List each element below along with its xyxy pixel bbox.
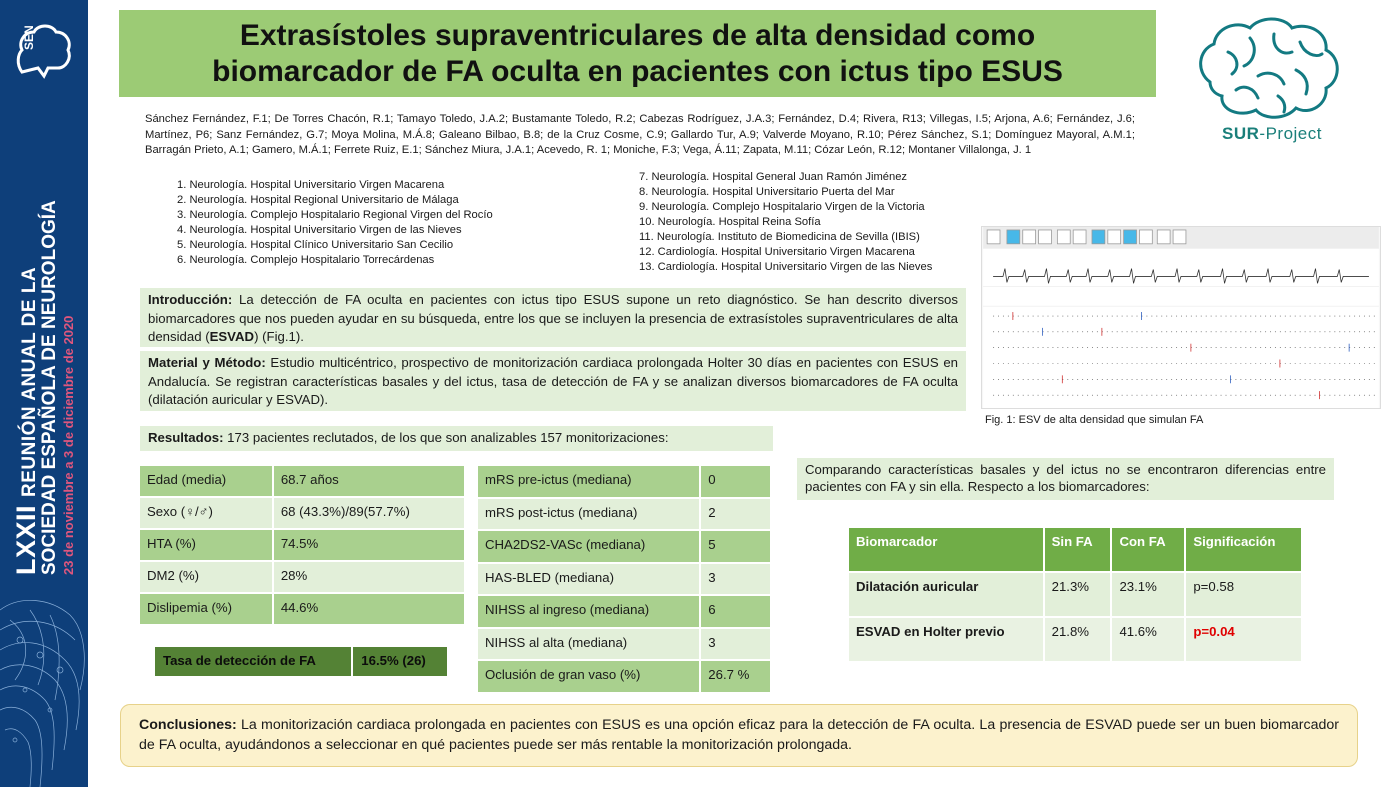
- affiliation-item: 6. Neurología. Complejo Hospitalario Torrecárdenas: [177, 254, 435, 266]
- table-row: NIHSS al alta (mediana) 3: [477, 628, 771, 661]
- affiliation-item: 11. Neurología. Instituto de Biomedicina de Sevilla (IBIS): [639, 231, 920, 243]
- affiliation-item: 2. Neurología. Hospital Regional Universitario de Málaga: [177, 194, 459, 206]
- affiliation-item: 4. Neurología. Hospital Universitario Virgen de las Nieves: [177, 224, 462, 236]
- brain-artwork: [0, 590, 88, 787]
- table-row: Sexo (♀/♂) 68 (43.3%)/89(57.7%): [139, 497, 465, 529]
- stroke-table: [476, 464, 772, 694]
- detection-rate-label: Tasa de detección de FA: [154, 646, 352, 677]
- affiliation-item: 9. Neurología. Complejo Hospitalario Virgen de la Victoria: [639, 201, 925, 213]
- intro-highlight: ESVAD: [209, 329, 255, 344]
- table-row: Dilatación auricular 21.3% 23.1% p=0.58: [848, 572, 1302, 617]
- sidebar: [0, 0, 88, 787]
- affiliation-item: 12. Cardiología. Hospital Universitario Virgen Macarena: [639, 246, 915, 258]
- title-line2: biomarcador de FA oculta en pacientes con ictus tipo ESUS: [212, 54, 1063, 88]
- sen-logo-text: SEN: [22, 25, 36, 50]
- table-row: Dislipemia (%) 44.6%: [139, 593, 465, 625]
- congress-dates: 23 de noviembre a 3 de diciembre de 2020: [61, 315, 77, 575]
- table-row: [154, 646, 448, 677]
- results-text: 173 pacientes reclutados, de los que son analizables 157 monitorizaciones:: [223, 430, 669, 445]
- comparison-panel: Comparando características basales y del ictus no se encontraron diferencias entre pacientes con FA y sin ella. Respecto a los biomarcadores:: [797, 458, 1334, 500]
- affiliations-left: [177, 178, 493, 268]
- results-panel: [140, 426, 773, 451]
- figure-caption: Fig. 1: ESV de alta densidad que simulan FA: [985, 414, 1204, 426]
- affiliation-item: 13. Cardiología. Hospital Universitario Virgen de las Nieves: [639, 261, 933, 273]
- conclusions-panel: [120, 704, 1358, 767]
- table-row: NIHSS al ingreso (mediana) 6: [477, 595, 771, 628]
- affiliation-item: 7. Neurología. Hospital General Juan Ramón Jiménez: [639, 171, 908, 183]
- poster-title: [119, 10, 1156, 97]
- edition: LXXII: [11, 504, 41, 575]
- table-row: Edad (media) 68.7 años: [139, 465, 465, 497]
- intro-text-after: ) (Fig.1).: [254, 329, 304, 344]
- holter-ecg-figure: [981, 226, 1381, 409]
- intro-text-before: La detección de FA oculta en pacientes con ictus tipo ESUS supone un reto diagnóstico. Se han descrito diversos biomarcadores que nos pueden ayudar en su búsqueda, entre los que se incluyen la presencia de extrasístoles supraventriculares de alta densidad (: [148, 292, 958, 344]
- affiliation-item: 3. Neurología. Complejo Hospitalario Regional Virgen del Rocío: [177, 209, 493, 221]
- method-panel: [140, 351, 966, 411]
- table-row: HAS-BLED (mediana) 3: [477, 563, 771, 596]
- title-line1: Extrasístoles supraventriculares de alta densidad como: [239, 18, 1036, 52]
- affiliation-item: 5. Neurología. Hospital Clínico Universitario San Cecilio: [177, 239, 454, 251]
- affiliation-item: 10. Neurología. Hospital Reina Sofía: [639, 216, 821, 228]
- method-label: Material y Método:: [148, 355, 266, 370]
- significant-p-value: p=0.04: [1185, 617, 1302, 662]
- detection-rate-value: 16.5% (26): [352, 646, 448, 677]
- table-row: DM2 (%) 28%: [139, 561, 465, 593]
- introduction-panel: [140, 288, 966, 347]
- table-row: ESVAD en Holter previo 21.8% 41.6% p=0.04: [848, 617, 1302, 662]
- affiliations-right: [639, 170, 932, 275]
- affiliation-item: 8. Neurología. Hospital Universitario Puerta del Mar: [639, 186, 895, 198]
- congress-title: [12, 195, 76, 575]
- table-row: CHA2DS2-VASc (mediana) 5: [477, 530, 771, 563]
- affiliation-item: 1. Neurología. Hospital Universitario Virgen Macarena: [177, 179, 445, 191]
- intro-label: Introducción:: [148, 292, 233, 307]
- congress-title-line1: REUNIÓN ANUAL DE LA: [19, 266, 40, 497]
- conclusions-label: Conclusiones:: [139, 717, 237, 733]
- conclusions-text: La monitorización cardiaca prolongada en pacientes con ESUS es una opción eficaz para la detección de FA oculta. La presencia de ESVAD puede ser un buen biomarcador de FA oculta, ayudándonos a seleccionar en qué pacientes puede ser más rentable la monitorización prolongada.: [139, 717, 1339, 753]
- detection-rate-table: [153, 645, 449, 678]
- sur-project-label: SUR-Project: [1222, 124, 1322, 143]
- table-row: HTA (%) 74.5%: [139, 529, 465, 561]
- authors: Sánchez Fernández, F.1; De Torres Chacón, R.1; Tamayo Toledo, J.A.2; Bustamante Toledo, R.2; Cabezas Rodríguez, J.A.3; Fernández, D.4; Rivera, R13; Villegas, I.5; Arjona, A.6; Fernández, J.6; Martínez, P6; Sanz Fernández, G.7; Moya Molina, M.Á.8; Galeano Bilbao, B.8; de la Cruz Cosme, C.9; Gallardo Tur, A.9; Valverde Moyano, R.10; Pérez Sánchez, S.1; Domínguez Mayoral, A.M.1; Barragán Prieto, A.1; Gamero, M.Á.1; Ferrete Ruiz, E.1; Sánchez Miura, J.A.1; Acevedo, R. 1; Moniche, F.3; Vega, Á.11; Zapata, M.11; Cózar León, R.12; Montaner Villalonga, J. 1: [145, 113, 1135, 156]
- baseline-table: [138, 464, 466, 626]
- table-row: mRS post-ictus (mediana) 2: [477, 498, 771, 531]
- results-label: Resultados:: [148, 430, 224, 445]
- method-text: Estudio multicéntrico, prospectivo de monitorización cardiaca prolongada Holter 30 días en pacientes con ESUS en Andalucía. Se registran características basales y del ictus, tasa de detección de FA y se analizan diversos biomarcadores de FA oculta (dilatación auricular y ESVAD).: [148, 355, 958, 407]
- congress-title-line2: SOCIEDAD ESPAÑOLA DE NEUROLOGÍA: [39, 200, 61, 575]
- table-header-row: Biomarcador Sin FA Con FA Significación: [848, 527, 1302, 572]
- biomarker-table: [847, 526, 1303, 663]
- sen-logo: [8, 14, 80, 86]
- table-row: mRS pre-ictus (mediana) 0: [477, 465, 771, 498]
- table-row: Oclusión de gran vaso (%) 26.7 %: [477, 660, 771, 693]
